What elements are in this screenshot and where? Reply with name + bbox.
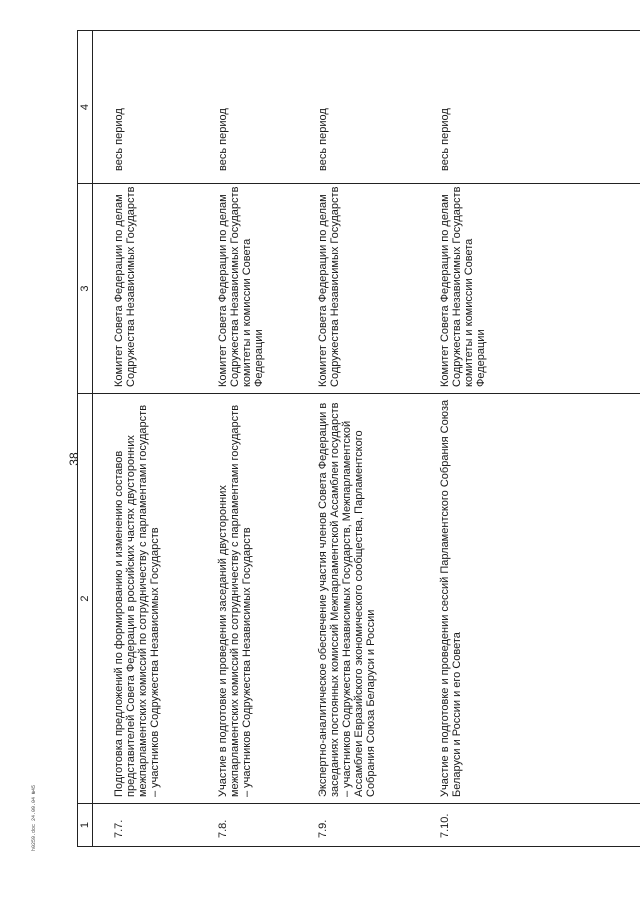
plan-table bbox=[77, 30, 640, 847]
item-number: 7.9. bbox=[297, 804, 419, 847]
item-number: 7.7. bbox=[93, 804, 198, 847]
item-activity: Экспертно-аналитическое обеспечение участия членов Совета Федерации в заседаниях постоянных комиссий Межпарламентской Ассамблеи государств – участников Содружества Независимых Государств, Межпарламентской Ассамблеи Евразийского экономического сообщества, Парламентского Собрания Союза Беларуси и России bbox=[297, 394, 419, 804]
item-activity: Подготовка предложений по формированию и изменению составов представителей Совета Федерации в российских частях двусторонних межпарламентских комиссий по сотрудничеству с парламентами государств – участников Содружества Независимых Государств bbox=[93, 394, 198, 804]
item-activity: Участие в подготовке и проведении заседаний двусторонних межпарламентских комиссий по сотрудничеству с парламентами государств – участников Содружества Независимых Государств bbox=[197, 394, 297, 804]
item-responsible: Комитет Совета Федерации по делам Содружества Независимых Государств комитеты и комиссии Совета Федерации bbox=[419, 184, 640, 394]
page-number: 38 bbox=[67, 452, 81, 466]
item-period: весь период bbox=[297, 31, 419, 184]
header-cell-2: 2 bbox=[78, 394, 93, 804]
table-row bbox=[197, 31, 297, 847]
table-row bbox=[93, 31, 198, 847]
plan-table-rotated bbox=[77, 31, 634, 847]
document-stamp: h0259.doc 24.09.04 №45 bbox=[31, 785, 37, 852]
item-number: 7.8. bbox=[197, 804, 297, 847]
item-number: 7.10. bbox=[419, 804, 640, 847]
item-activity: Участие в подготовке и проведении сессий Парламентского Собрания Союза Беларуси и России и его Совета bbox=[419, 394, 640, 804]
table-row bbox=[297, 31, 419, 847]
item-period: весь период bbox=[93, 31, 198, 184]
item-responsible: Комитет Совета Федерации по делам Содружества Независимых Государств bbox=[297, 184, 419, 394]
item-responsible: Комитет Совета Федерации по делам Содружества Независимых Государств bbox=[93, 184, 198, 394]
table-row bbox=[419, 31, 640, 847]
header-cell-3: 3 bbox=[78, 184, 93, 394]
item-period: весь период bbox=[197, 31, 297, 184]
item-responsible: Комитет Совета Федерации по делам Содружества Независимых Государств комитеты и комиссии Совета Федерации bbox=[197, 184, 297, 394]
header-cell-1: 1 bbox=[78, 804, 93, 847]
header-cell-4: 4 bbox=[78, 31, 93, 184]
item-period: весь период bbox=[419, 31, 640, 184]
header-row bbox=[78, 31, 93, 847]
